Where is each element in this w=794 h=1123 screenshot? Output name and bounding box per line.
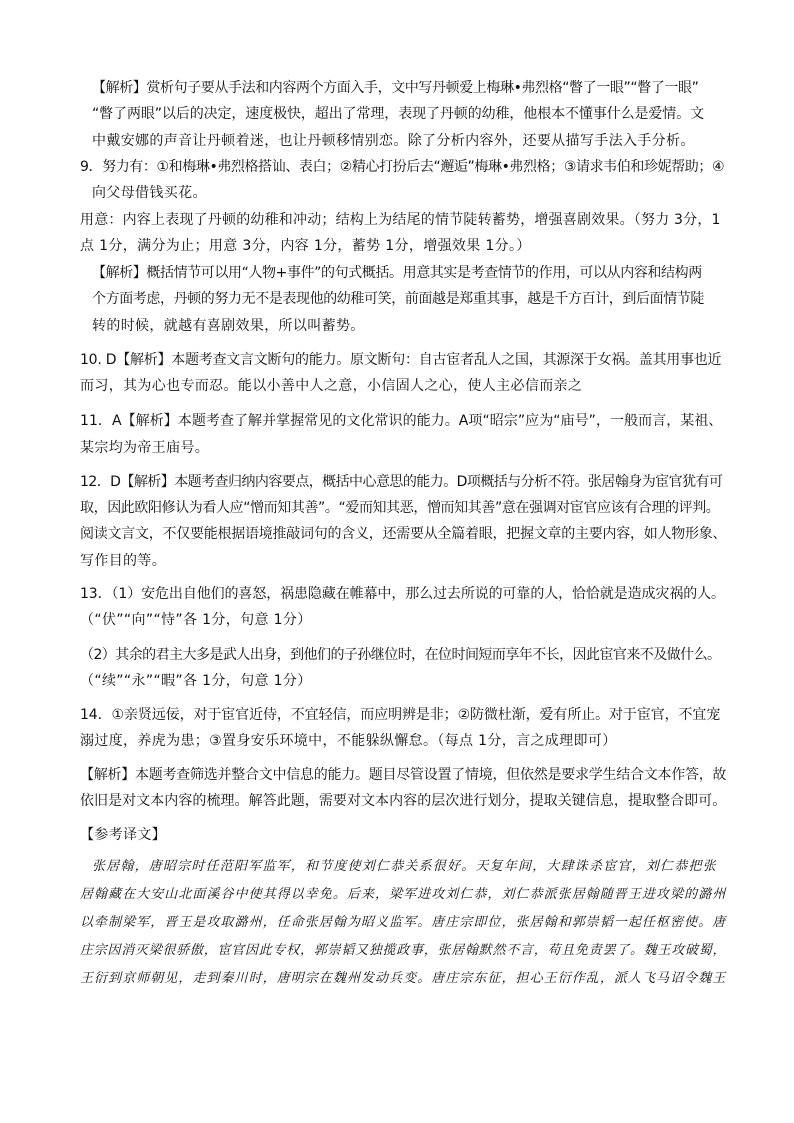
text-line: 个方面考虑，丹顿的努力无不是表现他的幼稚可笑，前面越是郑重其事，越是千方百计，到后面情节陡 <box>92 291 704 307</box>
text-line: 【解析】概括情节可以用“人物+事件”的句式概括。用意其实是考查情节的作用，可以从内容和结构两 <box>92 265 702 281</box>
text-line: 10. D【解析】本题考查文言文断句的能力。原文断句：自古宦者乱人之国，其源深于女祸。盖其用事也近 <box>80 352 722 368</box>
text-line: 以牵制梁军，晋王是攻取潞州，任命张居翰为昭义监军。唐庄宗即位，张居翰和郭崇韬一起任枢密使。唐 <box>80 915 727 930</box>
section-heading-translation: 【参考译文】 <box>80 827 167 843</box>
text-line: 13．（1）安危出自他们的喜怒，祸患隐藏在帷幕中，那么过去所说的可靠的人，恰恰就是造成灾祸的人。 <box>80 586 725 602</box>
text-line: 阅读文言文，不仅要能根据语境推敲词句的含义，还需要从全篇着眼，把握文章的主要内容，如人物形象、 <box>80 526 727 542</box>
text-line: （“续”“永”“暇”各 1分，句意 1分） <box>80 673 312 689</box>
text-line: “瞥了两眼”以后的决定，速度极快，超出了常理，表现了丹顿的幼稚，他根本不懂事什么是爱情。文 <box>92 106 705 122</box>
text-line: 而习，其为心也专而忍。能以小善中人之意，小信固人之心，使人主必信而亲之 <box>80 378 583 394</box>
text-line: （2）其余的君主大多是武人出身，到他们的子孙继位时，在位时间短而享年不长，因此宦官来不及做什么。 <box>80 647 721 663</box>
text-line: 中戴安娜的声音让丹顿着迷，也让丹顿移情别恋。除了分析内容外，还要从描写手法入手分析。 <box>92 133 695 149</box>
text-line: 溺过度，养虎为患；③置身安乐环境中，不能躲纵懈怠。（每点 1分，言之成理即可） <box>80 733 617 749</box>
text-line: 点 1分，满分为止；用意 3分，内容 1分，蓄势 1分，增强效果 1分。） <box>80 238 531 254</box>
text-line: 依旧是对文本内容的梳理。解答此题，需要对文本内容的层次进行划分，提取关键信息，提取整合即可。 <box>80 793 727 809</box>
text-line: （“伏”“向”“恃”各 1分，句意 1分） <box>80 612 312 628</box>
text-line: 【解析】赏析句子要从手法和内容两个方面入手，文中写丹顿爱上梅琳•弗烈格“瞥了一眼”“瞥了一眼” <box>92 80 699 96</box>
text-line: 向父母借钱买花。 <box>92 185 207 201</box>
text-line: 庄宗因消灭梁很骄傲，宦官因此专权，郭崇韬又独揽政事，张居翰默然不言，苟且免责罢了。魏王攻破蜀， <box>80 943 727 958</box>
text-line: 9．努力有：①和梅琳•弗烈格搭讪、表白；②精心打扮后去“邂逅”梅琳•弗烈格；③请求韦伯和珍妮帮助；④ <box>80 159 725 175</box>
text-line: 取，因此欧阳修认为看人应“憎而知其善”。“爱而知其恶，憎而知其善”意在强调对宦官应该有合理的评判。 <box>80 500 720 516</box>
text-line: 居翰藏在大安山北面溪谷中使其得以幸免。后来，梁军进攻刘仁恭，刘仁恭派张居翰随晋王进攻梁的潞州 <box>80 887 727 902</box>
text-line: 14．①亲贤远佞，对于宦官近侍，不宜轻信，而应明辨是非；②防微杜渐，爱有所止。对于宦官，不宜宠 <box>80 707 721 723</box>
text-line: 张居翰，唐昭宗时任范阳军监军，和节度使刘仁恭关系很好。天复年间，大肆诛杀宦官，刘仁恭把张 <box>92 859 717 874</box>
text-line: 11．A【解析】本题考查了解并掌握常见的文化常识的能力。A项“昭宗”应为“庙号”，一般而言，某祖、 <box>80 413 723 429</box>
text-line: 12．D【解析】本题考查归纳内容要点，概括中心意思的能力。D项概括与分析不符。张居翰身为宦官犹有可 <box>80 474 723 490</box>
text-line: 【解析】本题考查筛选并整合文中信息的能力。题目尽管设置了情境，但依然是要求学生结合文本作答，故 <box>80 767 727 783</box>
text-line: 王衍到京师朝见，走到秦川时，唐明宗在魏州发动兵变。唐庄宗东征，担心王衍作乱，派人飞马诏令魏王 <box>80 971 727 986</box>
text-line: 写作目的等。 <box>80 553 167 569</box>
text-line: 转的时候，就越有喜剧效果，所以叫蓄势。 <box>92 318 365 334</box>
text-line: 用意：内容上表现了丹顿的幼稚和冲动；结构上为结尾的情节陡转蓄势，增强喜剧效果。（努力 3分，1 <box>80 212 721 228</box>
text-line: 某宗均为帝王庙号。 <box>80 440 210 456</box>
